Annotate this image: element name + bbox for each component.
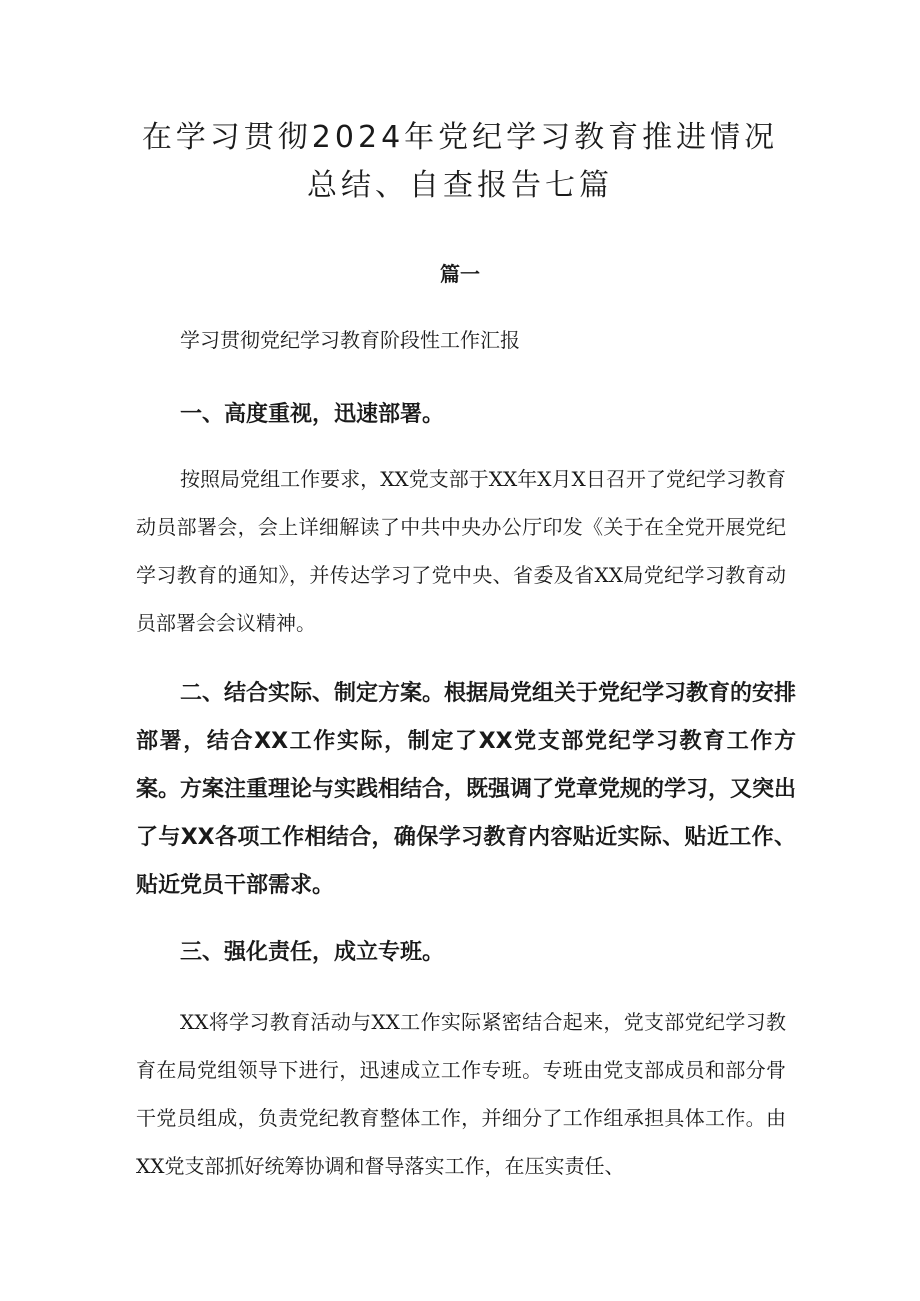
section-label: 篇一: [440, 262, 480, 286]
paragraph-three: XX将学习教育活动与XX工作实际紧密结合起来，党支部党纪学习教育在局党组领导下进行，迅速成立工作专班。专班由党支部成员和部分骨干党员组成，负责党纪教育整体工作，并细分了工作组承担具体工作。由XX党支部抓好统筹协调和督导落实工作，在压实责任、: [136, 1010, 786, 1178]
heading-one: 一、高度重视，迅速部署。: [180, 402, 445, 427]
report-subtitle: 学习贯彻党纪学习教育阶段性工作汇报: [180, 328, 520, 352]
document-title-line-2: 总结、自查报告七篇: [307, 168, 613, 203]
paragraph-one: 按照局党组工作要求，XX党支部于XX年X月X日召开了党纪学习教育动员部署会，会上详细解读了中共中央办公厅印发《关于在全党开展党纪学习教育的通知》，并传达学习了党中央、省委及省XX局党纪学习教育动员部署会会议精神。: [136, 467, 786, 635]
document-title-line-1: 在学习贯彻2024年党纪学习教育推进情况: [141, 120, 779, 155]
heading-three: 三、强化责任，成立专班。: [180, 940, 445, 965]
paragraph-two: 二、结合实际、制定方案。根据局党组关于党纪学习教育的安排部署，结合XX工作实际，制定了XX党支部党纪学习教育工作方案。方案注重理论与实践相结合，既强调了党章党规的学习，又突出了与XX各项工作相结合，确保学习教育内容贴近实际、贴近工作、贴近党员干部需求。: [136, 681, 797, 898]
